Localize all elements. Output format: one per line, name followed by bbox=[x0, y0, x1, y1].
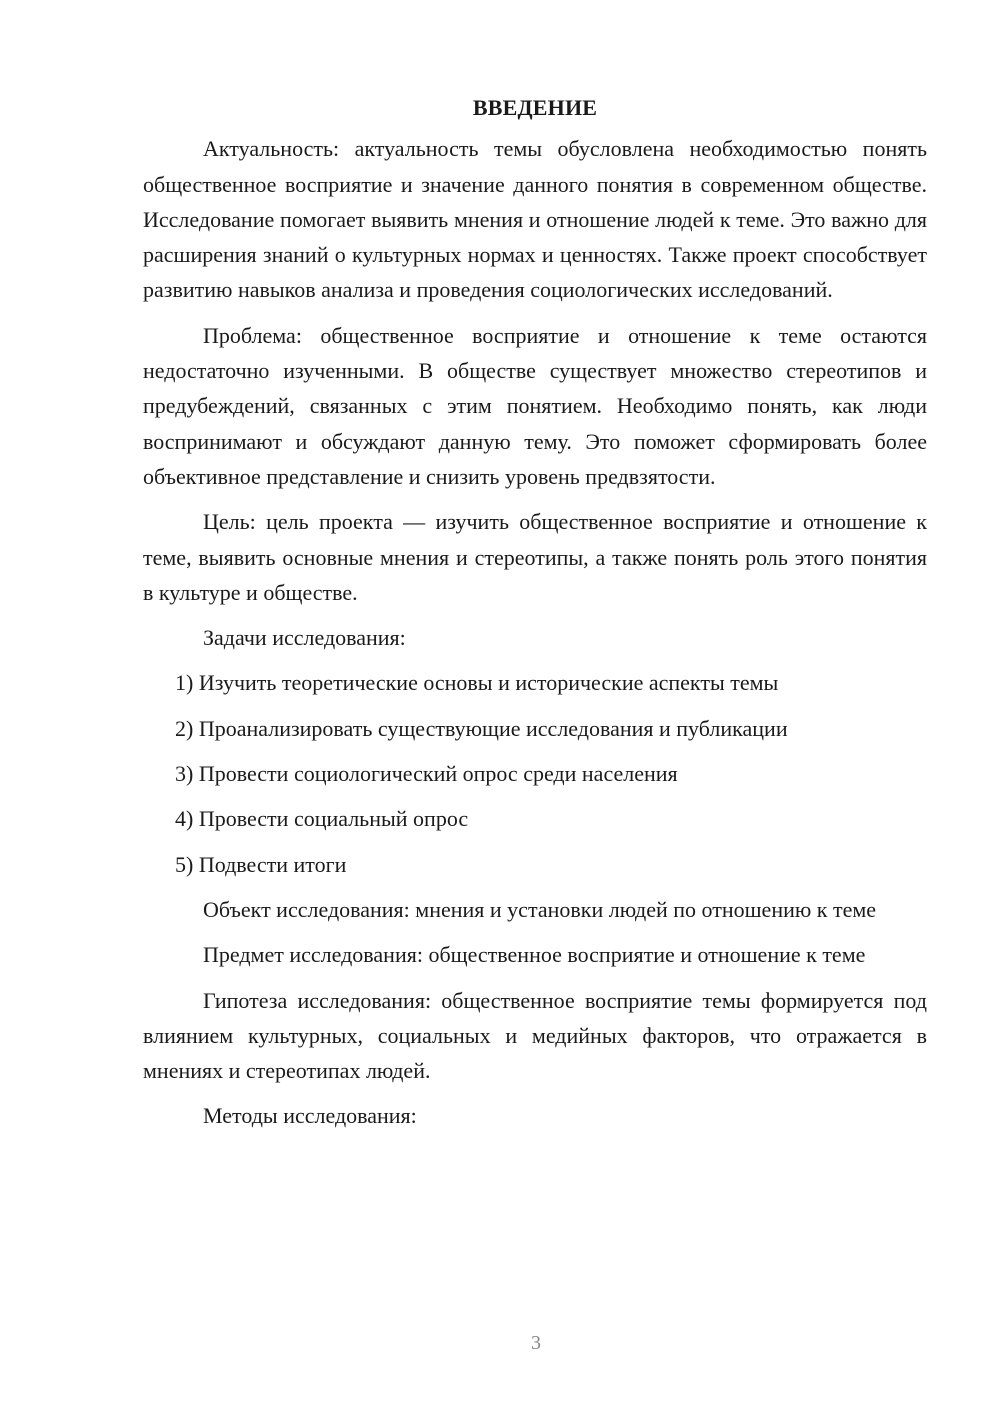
list-item: 2) Проанализировать существующие исследования и публикации bbox=[175, 715, 788, 741]
paragraph-tasks-heading: Задачи исследования: bbox=[203, 625, 406, 651]
list-item: 5) Подвести итоги bbox=[175, 851, 347, 877]
list-item: 3) Провести социологический опрос среди населения bbox=[175, 761, 678, 787]
list-item: 1) Изучить теоретические основы и исторические аспекты темы bbox=[175, 670, 779, 696]
paragraph-subject: Предмет исследования: общественное восприятие и отношение к теме bbox=[203, 942, 866, 968]
page-number: 3 bbox=[531, 1332, 541, 1354]
paragraph-relevance: Актуальность: актуальность темы обусловлена необходимостью понять общественное восприятие и значение данного понятия в современном обществе. Исследование помогает выявить мнения и отношение людей к теме. Это важно для расширения знаний о культурных нормах и ценностях. Также проект способствует развитию навыков анализа и проведения социологических исследований. bbox=[143, 136, 927, 303]
page-content bbox=[143, 90, 927, 1144]
paragraph-goal: Цель: цель проекта — изучить общественное восприятие и отношение к теме, выявить основные мнения и стереотипы, а также понять роль этого понятия в культуре и обществе. bbox=[143, 509, 927, 605]
list-item: 4) Провести социальный опрос bbox=[175, 806, 469, 832]
paragraph-object: Объект исследования: мнения и установки людей по отношению к теме bbox=[203, 896, 877, 922]
paragraph-methods-heading: Методы исследования: bbox=[203, 1103, 417, 1129]
paragraph-hypothesis: Гипотеза исследования: общественное восприятие темы формируется под влиянием культурных, социальных и медийных факторов, что отражается в мнениях и стереотипах людей. bbox=[143, 987, 927, 1084]
paragraph-problem: Проблема: общественное восприятие и отношение к теме остаются недостаточно изученными. В обществе существует множество стереотипов и предубеждений, связанных с этим понятием. Необходимо понять, как люди воспринимают и обсуждают данную тему. Это поможет сформировать более объективное представление и снизить уровень предвзятости. bbox=[143, 322, 927, 489]
page-title: ВВЕДЕНИЕ bbox=[472, 95, 598, 120]
tasks-list bbox=[143, 665, 927, 881]
